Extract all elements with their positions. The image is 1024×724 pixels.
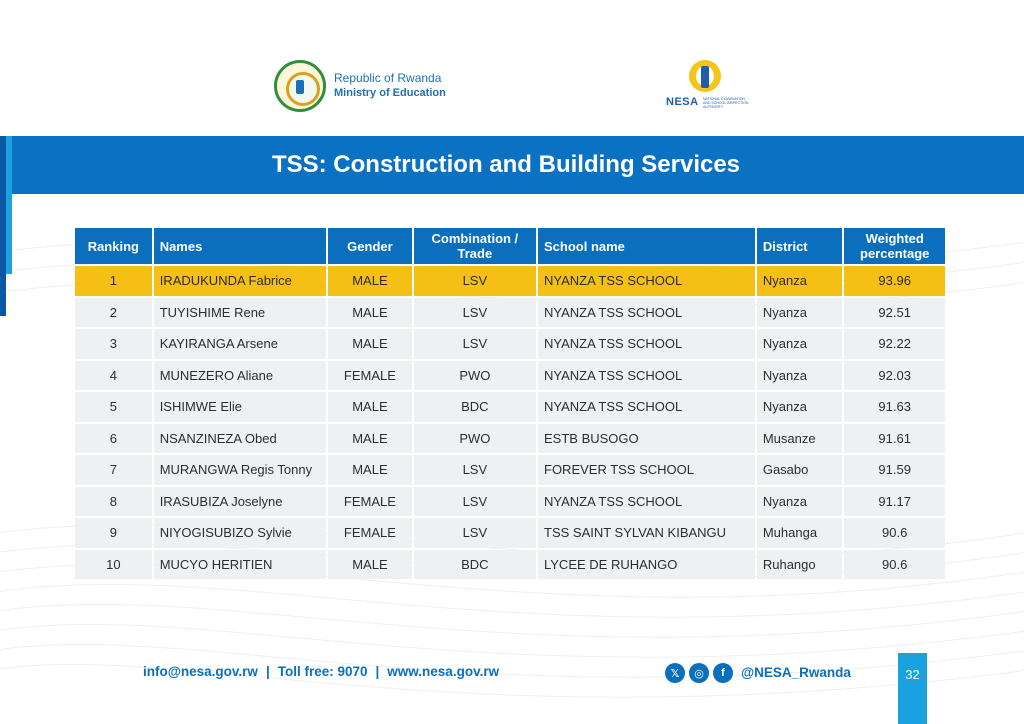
cell-ranking: 7: [75, 455, 152, 485]
cell-name: NSANZINEZA Obed: [154, 424, 326, 454]
cell-ranking: 5: [75, 392, 152, 422]
cell-school: NYANZA TSS SCHOOL: [538, 392, 755, 422]
nesa-logo: [665, 60, 755, 114]
cell-combination: LSV: [414, 298, 536, 328]
header-district: District: [757, 228, 843, 264]
cell-gender: FEMALE: [328, 518, 412, 548]
cell-ranking: 6: [75, 424, 152, 454]
cell-district: Musanze: [757, 424, 843, 454]
page-number-box: [898, 653, 927, 724]
cell-percentage: 90.6: [844, 550, 945, 580]
header-school: School name: [538, 228, 755, 264]
cell-percentage: 91.63: [844, 392, 945, 422]
cell-district: Nyanza: [757, 392, 843, 422]
cell-percentage: 92.22: [844, 329, 945, 359]
cell-percentage: 92.03: [844, 361, 945, 391]
cell-combination: PWO: [414, 361, 536, 391]
table-row: [75, 424, 945, 454]
ministry-logo: [274, 57, 446, 115]
ranking-table: [73, 226, 947, 581]
table-row: [75, 518, 945, 548]
instagram-icon[interactable]: ◎: [689, 663, 709, 683]
cell-combination: LSV: [414, 518, 536, 548]
nesa-tagline: NATIONAL EXAMINATION AND SCHOOL INSPECTION AUTHORITY: [703, 97, 749, 109]
gov-name: Republic of Rwanda: [334, 71, 442, 85]
cell-district: Gasabo: [757, 455, 843, 485]
separator: |: [375, 664, 380, 679]
cell-district: Nyanza: [757, 487, 843, 517]
facebook-icon[interactable]: f: [713, 663, 733, 683]
header-combination: Combination / Trade: [414, 228, 536, 264]
cell-combination: BDC: [414, 550, 536, 580]
cell-district: Nyanza: [757, 298, 843, 328]
table-row: [75, 361, 945, 391]
cell-district: Nyanza: [757, 329, 843, 359]
cell-combination: PWO: [414, 424, 536, 454]
cell-ranking: 10: [75, 550, 152, 580]
cell-ranking: 1: [75, 266, 152, 296]
cell-gender: MALE: [328, 329, 412, 359]
cell-school: NYANZA TSS SCHOOL: [538, 361, 755, 391]
cell-district: Nyanza: [757, 266, 843, 296]
table-row: [75, 487, 945, 517]
page-number: 32: [905, 667, 920, 682]
cell-name: IRASUBIZA Joselyne: [154, 487, 326, 517]
cell-ranking: 8: [75, 487, 152, 517]
cell-percentage: 91.17: [844, 487, 945, 517]
cell-school: LYCEE DE RUHANGO: [538, 550, 755, 580]
social-handle[interactable]: @NESA_Rwanda: [741, 665, 851, 680]
website-link[interactable]: www.nesa.gov.rw: [387, 664, 500, 679]
cell-school: FOREVER TSS SCHOOL: [538, 455, 755, 485]
nesa-pen-icon: [701, 66, 709, 88]
cell-name: MUNEZERO Aliane: [154, 361, 326, 391]
cell-district: Nyanza: [757, 361, 843, 391]
cell-ranking: 4: [75, 361, 152, 391]
cell-gender: MALE: [328, 298, 412, 328]
table-row: [75, 550, 945, 580]
cell-percentage: 91.59: [844, 455, 945, 485]
cell-name: ISHIMWE Elie: [154, 392, 326, 422]
cell-gender: MALE: [328, 266, 412, 296]
cell-gender: MALE: [328, 424, 412, 454]
cell-school: NYANZA TSS SCHOOL: [538, 487, 755, 517]
table-row: [75, 392, 945, 422]
cell-gender: FEMALE: [328, 361, 412, 391]
cell-combination: BDC: [414, 392, 536, 422]
separator: |: [265, 664, 270, 679]
title-banner: [12, 136, 1024, 194]
x-icon[interactable]: 𝕏: [665, 663, 685, 683]
cell-name: IRADUKUNDA Fabrice: [154, 266, 326, 296]
cell-name: NIYOGISUBIZO Sylvie: [154, 518, 326, 548]
cell-ranking: 2: [75, 298, 152, 328]
cell-percentage: 93.96: [844, 266, 945, 296]
ministry-name: Ministry of Education: [334, 87, 446, 99]
page-title: TSS: Construction and Building Services: [271, 151, 741, 178]
cell-combination: LSV: [414, 455, 536, 485]
cell-school: NYANZA TSS SCHOOL: [538, 266, 755, 296]
header-names: Names: [154, 228, 326, 264]
footer-contact: [143, 664, 499, 679]
cell-gender: MALE: [328, 550, 412, 580]
cell-percentage: 91.61: [844, 424, 945, 454]
social-icons: [665, 663, 733, 683]
cell-district: Muhanga: [757, 518, 843, 548]
table-row: [75, 329, 945, 359]
cell-ranking: 9: [75, 518, 152, 548]
cell-gender: MALE: [328, 392, 412, 422]
cell-school: TSS SAINT SYLVAN KIBANGU: [538, 518, 755, 548]
cell-school: NYANZA TSS SCHOOL: [538, 329, 755, 359]
cell-district: Ruhango: [757, 550, 843, 580]
nesa-wordmark: NESA: [666, 96, 699, 108]
cell-ranking: 3: [75, 329, 152, 359]
table-header-row: [75, 228, 945, 264]
cell-name: KAYIRANGA Arsene: [154, 329, 326, 359]
cell-school: NYANZA TSS SCHOOL: [538, 298, 755, 328]
cell-gender: MALE: [328, 455, 412, 485]
table-row: [75, 455, 945, 485]
ranking-table-container: [75, 226, 949, 581]
table-row: [75, 266, 945, 296]
table-row: [75, 298, 945, 328]
cell-percentage: 92.51: [844, 298, 945, 328]
tollfree-text: Toll free: 9070: [277, 664, 368, 679]
header-percentage: Weighted percentage: [844, 228, 945, 264]
cell-combination: LSV: [414, 266, 536, 296]
rwanda-seal-icon: [274, 60, 326, 112]
cell-gender: FEMALE: [328, 487, 412, 517]
cell-name: MUCYO HERITIEN: [154, 550, 326, 580]
cell-combination: LSV: [414, 487, 536, 517]
header-ranking: Ranking: [75, 228, 152, 264]
header-gender: Gender: [328, 228, 412, 264]
cell-percentage: 90.6: [844, 518, 945, 548]
cell-name: MURANGWA Regis Tonny: [154, 455, 326, 485]
cell-combination: LSV: [414, 329, 536, 359]
cell-name: TUYISHIME Rene: [154, 298, 326, 328]
cell-school: ESTB BUSOGO: [538, 424, 755, 454]
email-link[interactable]: info@nesa.gov.rw: [143, 664, 258, 679]
